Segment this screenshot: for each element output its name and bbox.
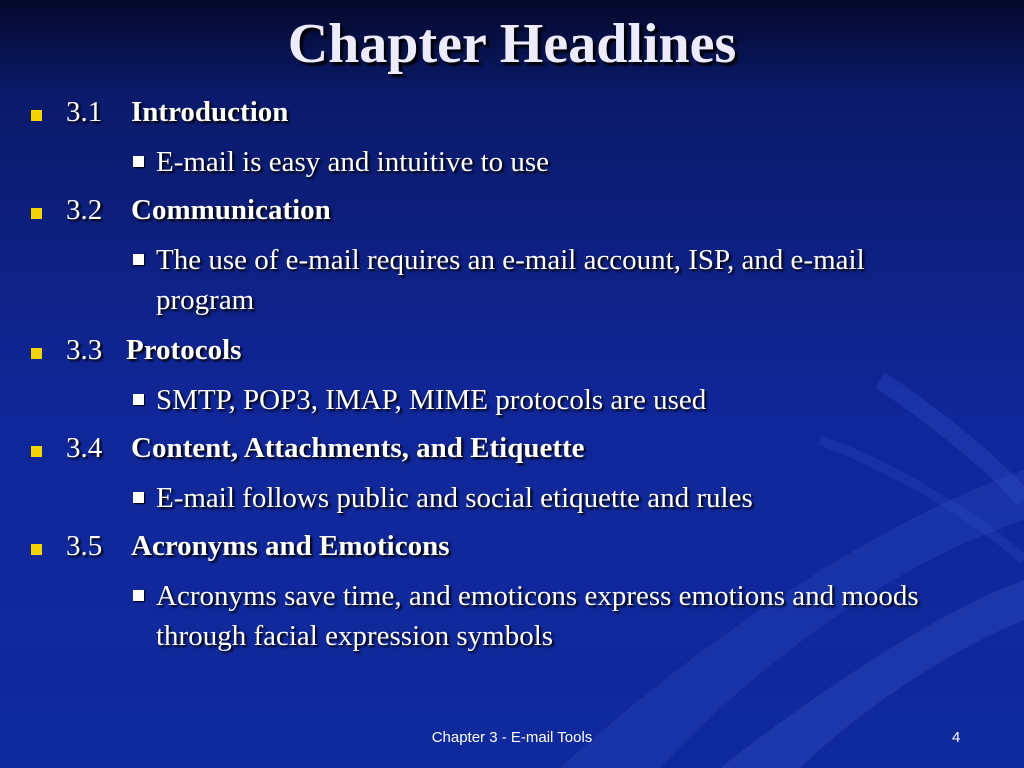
section-subtext: Acronyms save time, and emoticons express emotions and moods through facial expression symbols [156,580,919,652]
square-bullet-icon [133,254,144,265]
square-bullet-icon [133,590,144,601]
section-number: 3.3 [66,334,103,366]
page-number: 4 [952,729,961,746]
square-bullet-icon [133,492,144,503]
section-subtext: SMTP, POP3, IMAP, MIME protocols are used [156,384,707,416]
section-number: 3.5 [66,530,103,562]
square-bullet-icon [133,394,144,405]
square-bullet-icon [31,348,42,359]
square-bullet-icon [31,446,42,457]
section-number: 3.4 [66,432,103,464]
square-bullet-icon [31,544,42,555]
square-bullet-icon [133,156,144,167]
slide-title: Chapter Headlines [287,13,737,75]
section-number: 3.2 [66,194,103,226]
section-heading: Content, Attachments, and Etiquette [131,432,585,464]
section-subtext: E-mail follows public and social etiquette and rules [156,482,753,514]
section-heading: Acronyms and Emoticons [131,530,450,562]
section-heading: Communication [131,194,331,226]
square-bullet-icon [31,208,42,219]
section-heading: Protocols [126,334,242,366]
square-bullet-icon [31,110,42,121]
section-subtext: The use of e-mail requires an e-mail account, ISP, and e-mail program [156,244,865,316]
section-heading: Introduction [131,96,289,128]
section-number: 3.1 [66,96,103,128]
section-subtext: E-mail is easy and intuitive to use [156,146,550,178]
slide-footer: Chapter 3 - E-mail Tools [431,729,593,746]
